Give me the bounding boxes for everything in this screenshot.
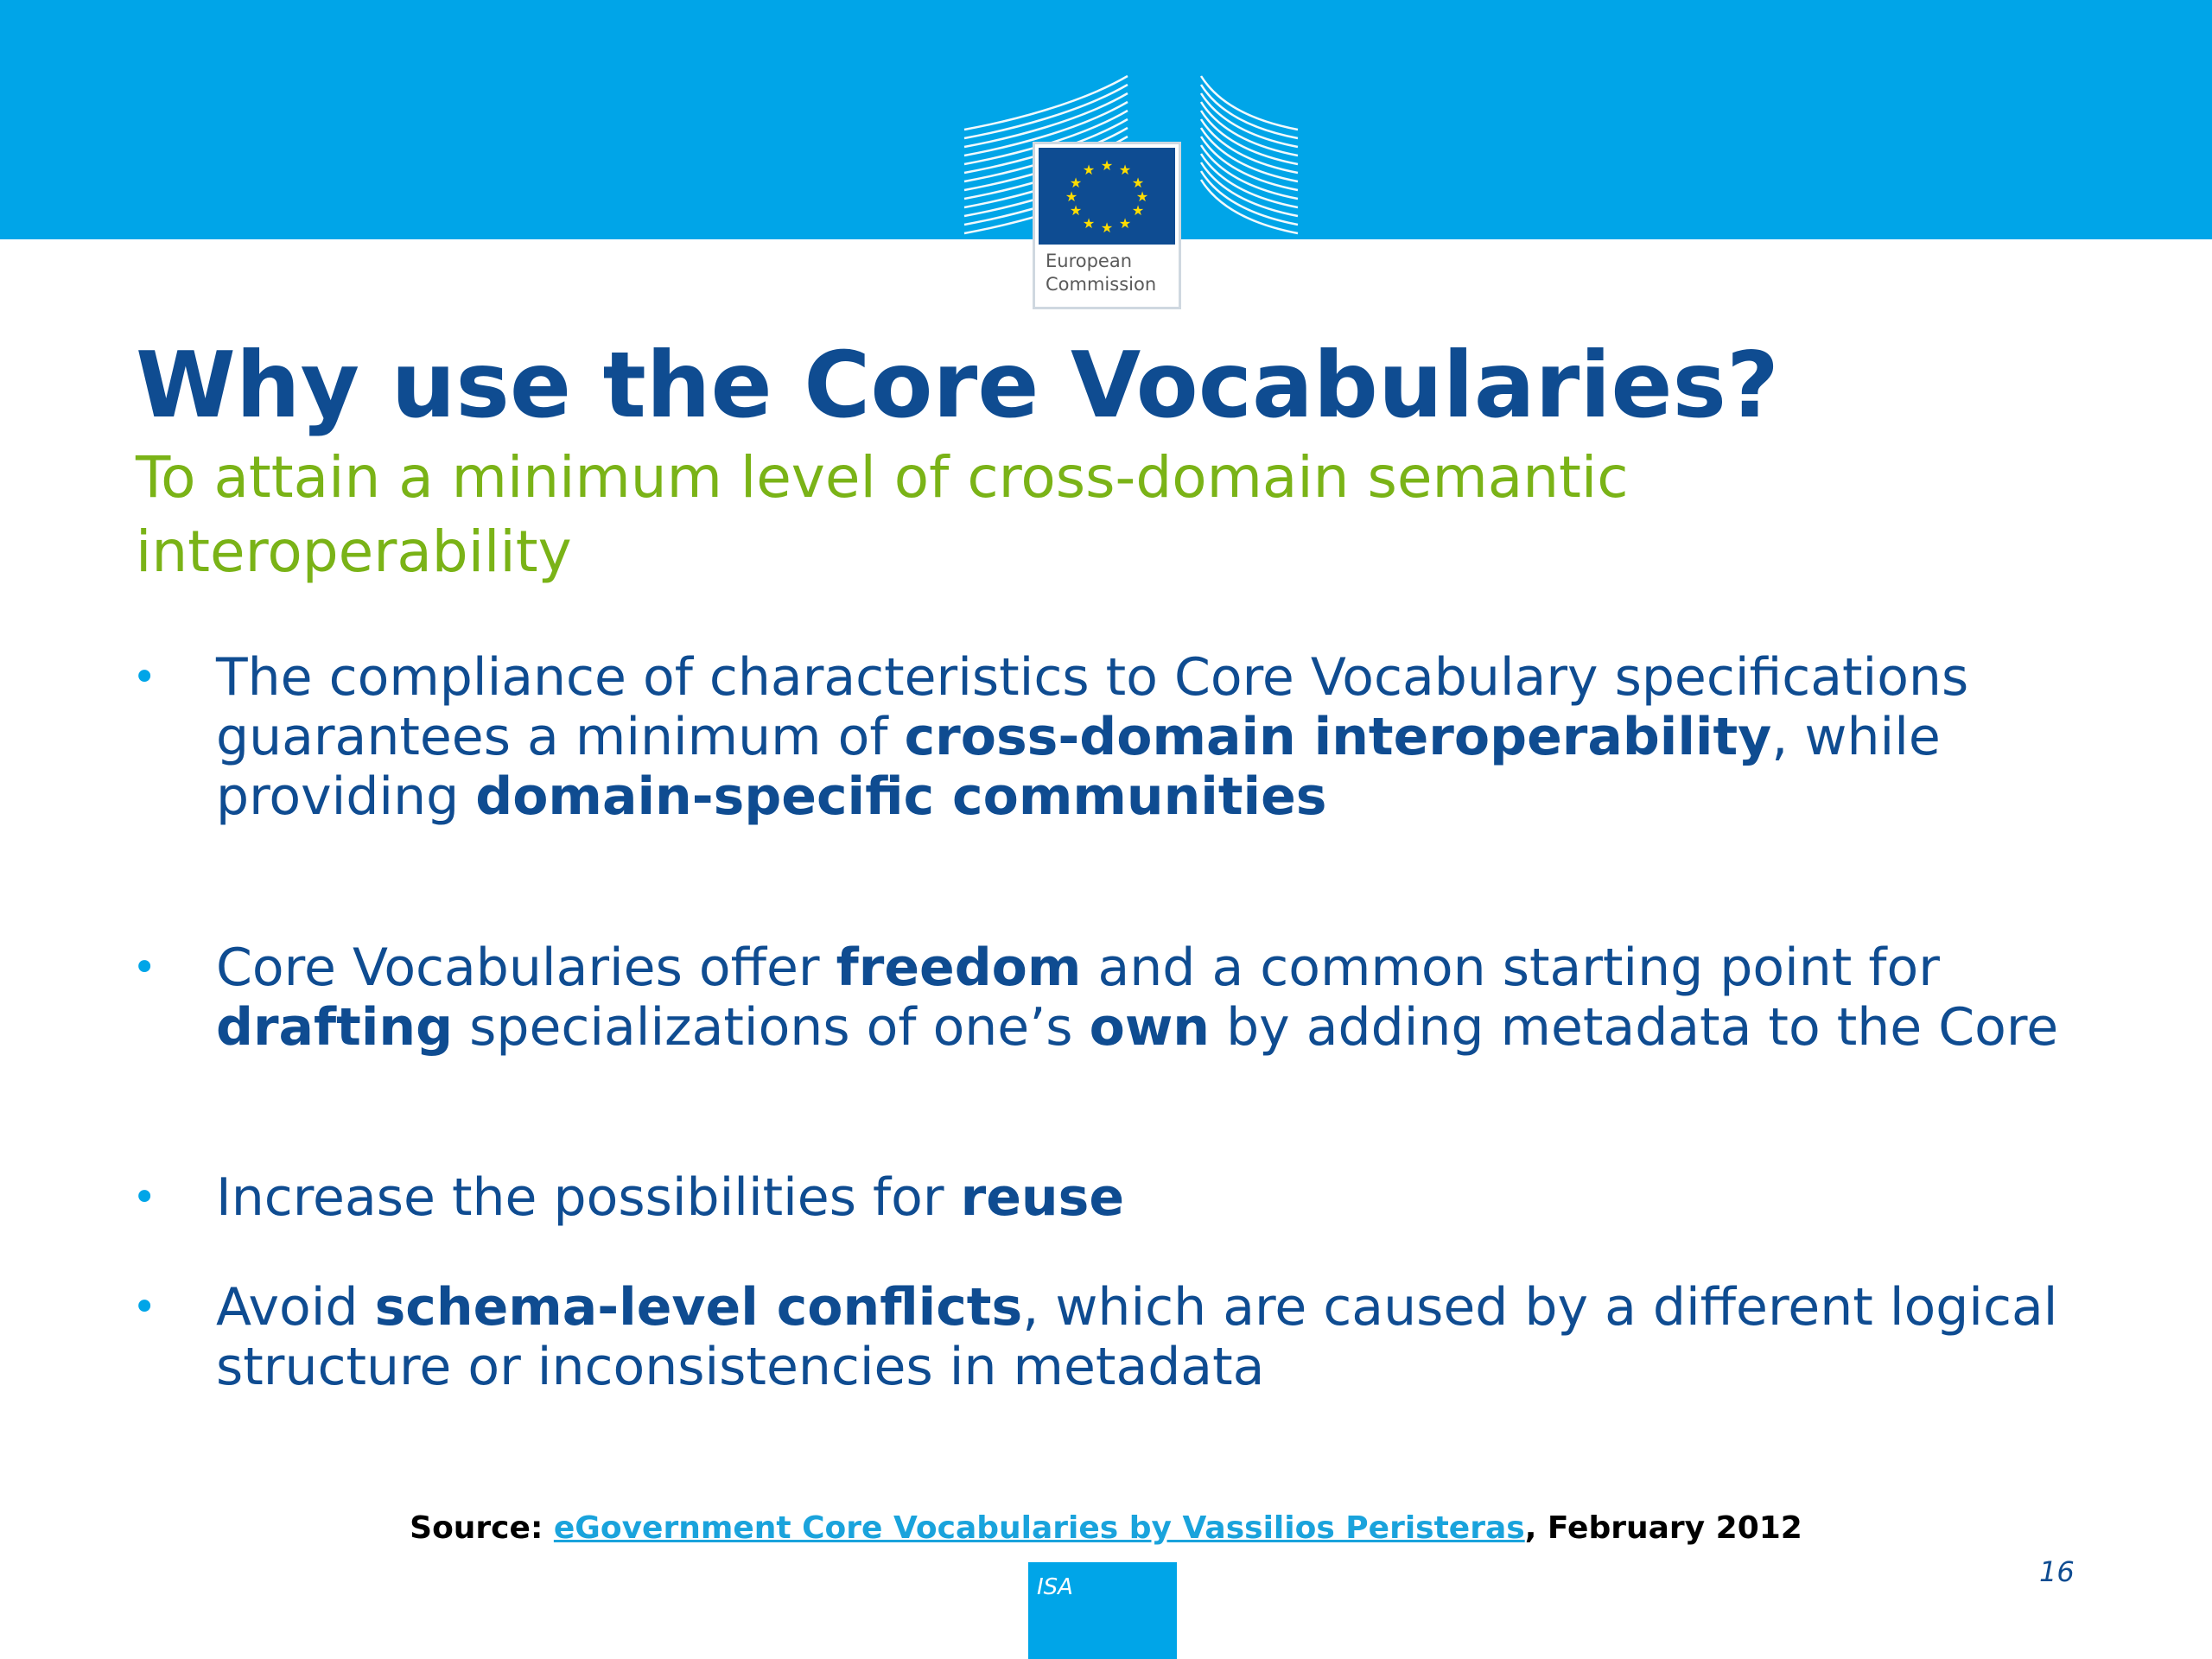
bullet-bold-part: domain-specific communities <box>475 766 1327 827</box>
logo-label <box>1046 250 1156 296</box>
bullet-bold-part: reuse <box>960 1167 1125 1228</box>
slide-title: Why use the Core Vocabularies? <box>136 333 1779 438</box>
isa-tab <box>1028 1562 1177 1659</box>
logo-line-2: Commission <box>1046 274 1157 295</box>
bullet-text-part: , which are caused by a different logical structure or inconsistencies in metadata <box>216 1277 2058 1397</box>
bullet-text-part: and a common starting point for <box>1081 938 1940 998</box>
svg-text:★: ★ <box>1131 202 1145 219</box>
bullet-dot: • <box>132 653 157 702</box>
european-commission-logo <box>959 69 1305 313</box>
svg-text:★: ★ <box>1131 175 1145 191</box>
svg-text:★: ★ <box>1082 215 1096 232</box>
bullet-text-part: by adding metadata to the Core <box>1210 997 2059 1058</box>
bullet-text <box>216 1168 2100 1228</box>
svg-text:★: ★ <box>1118 215 1132 232</box>
svg-text:★: ★ <box>1100 157 1114 174</box>
bullet-text-part: The compliance of characteristics to Core Vocabulary specifications guarantees a minimum of <box>216 647 1969 767</box>
bullet-text <box>216 648 2100 827</box>
bullet-bold-part: drafting <box>216 997 454 1058</box>
bullet-text <box>216 938 2100 1058</box>
bullet-text-part: Core Vocabularies offer <box>216 938 836 998</box>
eu-flag-icon <box>1039 148 1175 245</box>
svg-text:★: ★ <box>1069 175 1083 191</box>
bullet-dot: • <box>132 944 157 992</box>
slide-subtitle: To attain a minimum level of cross-domain semantic interoperability <box>136 444 1629 585</box>
bullet-bold-part: own <box>1089 997 1211 1058</box>
bullet-text-part: specializations of one’s <box>453 997 1090 1058</box>
logo-panel <box>1033 142 1181 309</box>
isa-label: ISA <box>1037 1574 1073 1600</box>
svg-text:★: ★ <box>1135 188 1149 205</box>
page-number: 16 <box>2039 1555 2075 1588</box>
svg-text:★: ★ <box>1118 162 1132 178</box>
source-label: Source: <box>410 1510 554 1546</box>
bullet-dot: • <box>132 1173 157 1222</box>
source-date: , February 2012 <box>1524 1510 1802 1546</box>
svg-text:★: ★ <box>1069 202 1083 219</box>
bullet-text-part: Avoid <box>216 1277 375 1338</box>
eu-stars-icon <box>1039 148 1175 245</box>
bullet-bold-part: cross-domain interoperability <box>904 707 1772 767</box>
bullet-text <box>216 1278 2100 1397</box>
bullet-bold-part: schema-level conflicts <box>374 1277 1023 1338</box>
source-link[interactable]: eGovernment Core Vocabularies by Vassilios Peristeras <box>553 1510 1525 1546</box>
svg-text:★: ★ <box>1065 188 1078 205</box>
svg-text:★: ★ <box>1082 162 1096 178</box>
source-citation <box>0 1510 2212 1546</box>
bullet-dot: • <box>132 1283 157 1332</box>
bullet-text-part: , while providing <box>216 707 1941 827</box>
logo-line-1: European <box>1046 251 1133 271</box>
bullet-text-part: Increase the possibilities for <box>216 1167 961 1228</box>
svg-text:★: ★ <box>1100 219 1114 236</box>
bullet-bold-part: freedom <box>836 938 1082 998</box>
